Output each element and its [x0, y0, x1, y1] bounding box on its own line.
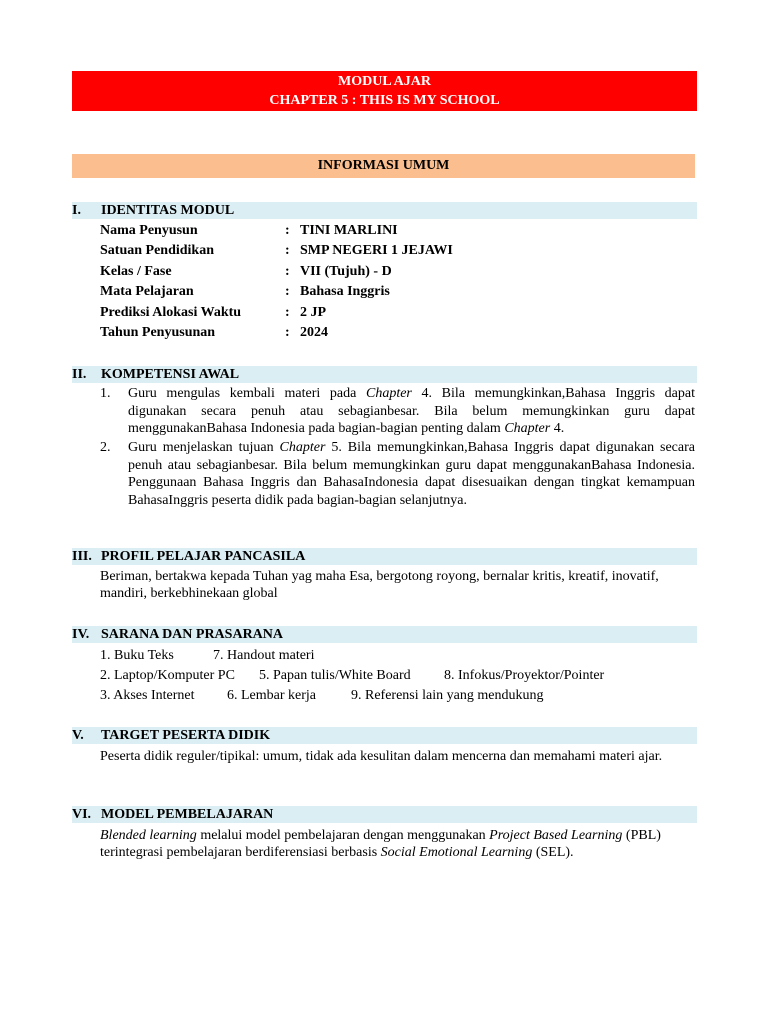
section-kompetensi-header — [72, 366, 697, 383]
identity-separator: : — [285, 284, 290, 299]
section-title: MODEL PEMBELAJARAN — [101, 807, 274, 822]
section-title: SARANA DAN PRASARANA — [101, 627, 284, 642]
section-number: V. — [72, 728, 84, 743]
title-banner — [72, 71, 697, 111]
identity-label: Tahun Penyusunan — [100, 325, 216, 340]
identity-separator: : — [285, 223, 290, 238]
sarana-item: 7. Handout materi — [213, 648, 315, 663]
identity-value: SMP NEGERI 1 JEJAWI — [300, 243, 453, 258]
identity-value: TINI MARLINI — [300, 223, 398, 238]
section-number: II. — [72, 367, 87, 382]
identity-value: VII (Tujuh) - D — [300, 264, 392, 279]
module-title: MODUL AJAR — [338, 74, 431, 89]
model-text: Blended learning melalui model pembelajaran dengan menggunakan Project Based Learning (PBL) terintegrasi pembelajaran berdiferensiasi berbasis Social Emotional Learning (SEL). — [100, 828, 661, 860]
section-title: IDENTITAS MODUL — [101, 203, 235, 218]
section-model-header — [72, 806, 697, 823]
section-profil-header — [72, 548, 697, 565]
sarana-item: 6. Lembar kerja — [227, 688, 317, 703]
sarana-item: 8. Infokus/Proyektor/Pointer — [444, 668, 605, 683]
list-number: 1. — [100, 386, 111, 401]
identity-value: Bahasa Inggris — [300, 284, 390, 299]
section-identitas-header — [72, 202, 697, 219]
sarana-item: 3. Akses Internet — [100, 688, 195, 703]
list-number: 2. — [100, 440, 111, 455]
identity-label: Satuan Pendidikan — [100, 243, 214, 258]
sarana-item: 5. Papan tulis/White Board — [259, 668, 411, 683]
section-sarana-header — [72, 626, 697, 643]
list-text: Guru menjelaskan tujuan Chapter 5. Bila memungkinkan,Bahasa Inggris dapat digunakan secara penuh atau sebagianbesar. Bila belum memungkinkan guru dapat menggunakanBahasa Indonesia. Penggunaan Bahasa Inggris dan BahasaIndonesia dapat disesuaikan dengan tingkat kemampuan BahasaInggris peserta didik pada bagian-bagian selanjutnya. — [128, 440, 695, 508]
identity-separator: : — [285, 243, 290, 258]
identity-separator: : — [285, 305, 290, 320]
section-number: VI. — [72, 807, 92, 822]
identity-label: Prediksi Alokasi Waktu — [100, 305, 242, 320]
sarana-item: 9. Referensi lain yang mendukung — [351, 688, 544, 703]
identity-separator: : — [285, 325, 290, 340]
target-text: Peserta didik reguler/tipikal: umum, tidak ada kesulitan dalam mencerna dan memahami materi ajar. — [100, 749, 663, 764]
identity-value: 2024 — [300, 325, 328, 340]
identity-label: Kelas / Fase — [100, 264, 172, 279]
identity-label: Mata Pelajaran — [100, 284, 194, 299]
list-text: Guru mengulas kembali materi pada Chapter 4. Bila memungkinkan,Bahasa Inggris dapat digunakan secara penuh atau sebagianbesar. Bila belum memungkinkan guru dapat menggunakanBahasa Indonesia pada bagian-bagian penting dalam Chapter 4. — [128, 386, 695, 436]
section-number: III. — [72, 549, 92, 564]
profil-text: Beriman, bertakwa kepada Tuhan yag maha Esa, bergotong royong, bernalar kritis, kreatif, inovatif, mandiri, berkebhinekaan global — [100, 569, 659, 601]
identity-separator: : — [285, 264, 290, 279]
section-number: I. — [72, 203, 81, 218]
sarana-item: 2. Laptop/Komputer PC — [100, 668, 235, 683]
info-banner: INFORMASI UMUM — [72, 154, 695, 178]
sarana-item: 1. Buku Teks — [100, 648, 174, 663]
identity-label: Nama Penyusun — [100, 223, 198, 238]
section-title: KOMPETENSI AWAL — [101, 367, 240, 382]
chapter-title: CHAPTER 5 : THIS IS MY SCHOOL — [269, 93, 500, 108]
section-title: TARGET PESERTA DIDIK — [101, 728, 271, 743]
section-number: IV. — [72, 627, 90, 642]
section-target-header — [72, 727, 697, 744]
section-title: PROFIL PELAJAR PANCASILA — [101, 549, 306, 564]
identity-value: 2 JP — [300, 305, 327, 320]
